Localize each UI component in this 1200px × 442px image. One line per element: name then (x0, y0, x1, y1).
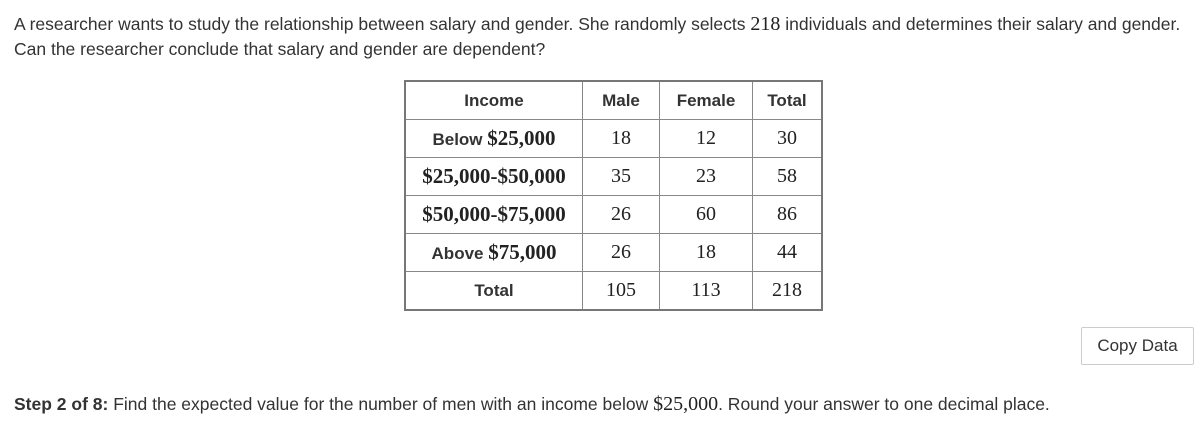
row-label (405, 196, 583, 234)
contingency-table (404, 80, 823, 311)
row-label-value: $75,000 (488, 240, 557, 264)
cell-female: 18 (660, 234, 753, 272)
table-row (405, 158, 822, 196)
header-male: Male (583, 81, 660, 120)
cell-female: 23 (660, 158, 753, 196)
step-instruction (14, 392, 1184, 417)
total-total: 218 (753, 272, 823, 311)
row-label-value: $25,000-$50,000 (422, 164, 566, 188)
cell-total: 30 (753, 120, 823, 158)
cell-total: 58 (753, 158, 823, 196)
cell-male: 26 (583, 234, 660, 272)
header-income: Income (405, 81, 583, 120)
cell-male: 18 (583, 120, 660, 158)
row-label (405, 234, 583, 272)
question-part2: individuals and determines their salary and gender. Can the researcher conclude that salary and gender are dependent? (14, 14, 1181, 59)
cell-total: 44 (753, 234, 823, 272)
table-header-row (405, 81, 822, 120)
row-label-value: $50,000-$75,000 (422, 202, 566, 226)
cell-male: 26 (583, 196, 660, 234)
cell-female: 60 (660, 196, 753, 234)
step-text-1: Find the expected value for the number of men with an income below (108, 394, 654, 414)
header-female: Female (660, 81, 753, 120)
cell-male: 35 (583, 158, 660, 196)
row-label-value: $25,000 (487, 126, 556, 150)
copy-data-button[interactable]: Copy Data (1081, 327, 1194, 365)
table-row (405, 196, 822, 234)
cell-total: 86 (753, 196, 823, 234)
total-female: 113 (660, 272, 753, 311)
row-label (405, 120, 583, 158)
step-label: Step 2 of 8: (14, 394, 109, 414)
total-label: Total (405, 272, 583, 311)
step-value: $25,000 (653, 393, 719, 415)
row-label-prefix: Below (432, 130, 488, 149)
question-part1: A researcher wants to study the relationship between salary and gender. She randomly selects (14, 14, 751, 34)
total-male: 105 (583, 272, 660, 311)
cell-female: 12 (660, 120, 753, 158)
step-text-2: . Round your answer to one decimal place. (718, 394, 1050, 414)
question-text (14, 12, 1184, 62)
table-row (405, 234, 822, 272)
row-label-prefix: Above (431, 244, 489, 263)
header-total: Total (753, 81, 823, 120)
table-total-row (405, 272, 822, 311)
row-label (405, 158, 583, 196)
sample-size: 218 (750, 13, 781, 35)
table-row (405, 120, 822, 158)
